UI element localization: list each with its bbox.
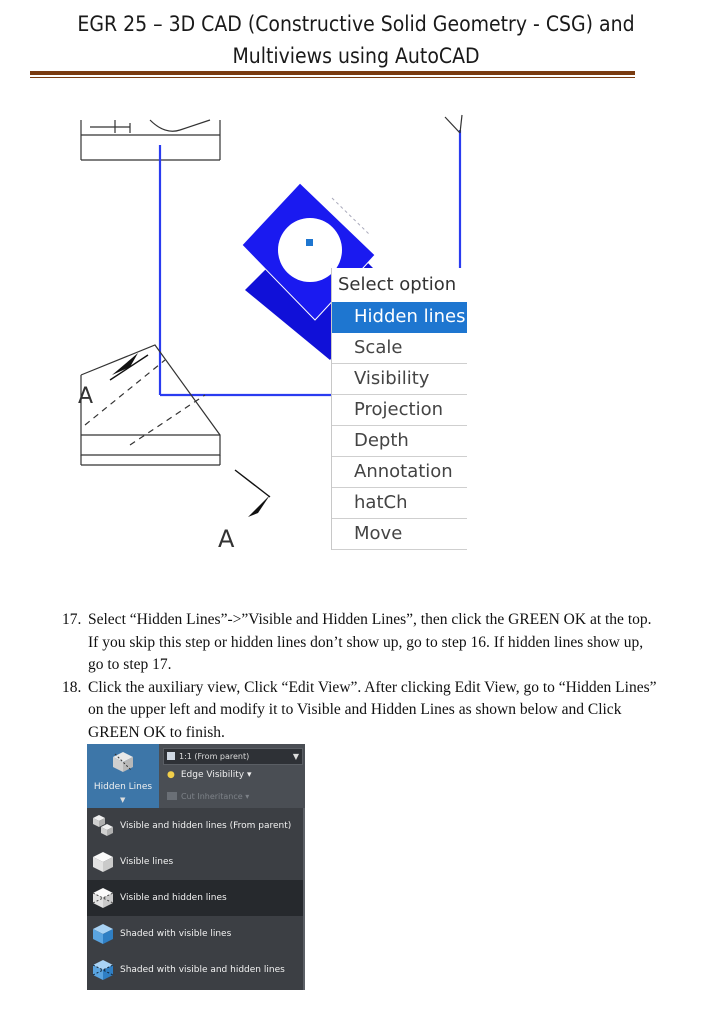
section-line (110, 355, 270, 497)
hidden-lines-label: Hidden Lines (93, 782, 153, 792)
menu-item-projection[interactable]: Projection (332, 395, 467, 426)
instruction-steps (62, 609, 662, 744)
step-18 (62, 677, 662, 745)
lightbulb-icon: ● (167, 770, 175, 780)
cut-inheritance-button[interactable]: Cut Inheritance ▾ (167, 792, 249, 801)
visible-lines-cube-icon (91, 850, 115, 874)
menu-header: Select option (338, 274, 457, 295)
cut-inheritance-icon (167, 792, 177, 800)
shaded-cube-icon (91, 922, 115, 946)
step-text: Select “Hidden Lines”->”Visible and Hidden Lines”, then click the GREEN OK at the top. If you skip this step or hidden lines don’t show up, go to step 16. If hidden lines show up, go to step 17. (88, 611, 652, 673)
visible-hidden-cube-icon (91, 886, 115, 910)
menu-item-hatch[interactable]: hatCh (332, 488, 467, 519)
title-rule (30, 71, 635, 75)
shaded-hidden-cube-icon (91, 958, 115, 982)
section-label-a-bottom: A (218, 525, 235, 553)
step-number: 18. (62, 678, 82, 696)
step-17 (62, 609, 662, 677)
autocad-hidden-lines-panel (87, 744, 305, 990)
chevron-down-icon: ▼ (292, 752, 299, 761)
select-option-menu[interactable] (331, 268, 467, 550)
auxiliary-view (81, 345, 220, 465)
menu-item-annotation[interactable]: Annotation (332, 457, 467, 488)
hidden-lines-button[interactable] (87, 744, 159, 808)
dropdown-item-shaded-visible-hidden[interactable]: Shaded with visible and hidden lines (87, 952, 303, 988)
visible-hidden-parent-icon (91, 814, 115, 838)
top-view-fragment (81, 120, 220, 160)
title-rule-thin (30, 77, 635, 78)
menu-item-move[interactable]: Move (332, 519, 467, 550)
menu-item-hidden-lines[interactable]: Hidden lines (332, 302, 467, 333)
section-label-a-top: A (78, 384, 94, 409)
dropdown-item-shaded-visible[interactable]: Shaded with visible lines (87, 916, 303, 952)
hidden-lines-dropdown (87, 808, 303, 988)
panel-edge (303, 808, 305, 990)
edge-visibility-button[interactable]: ● Edge Visibility ▾ (167, 770, 252, 780)
dropdown-item-visible-hidden[interactable]: Visible and hidden lines (87, 880, 303, 916)
scale-icon (167, 752, 175, 760)
title-line-1: EGR 25 – 3D CAD (Constructive Solid Geometry - CSG) and (77, 12, 635, 36)
ribbon (87, 744, 305, 808)
page-title (0, 8, 712, 72)
section-arrow-bottom (248, 495, 270, 517)
hidden-lines-cube-icon (111, 750, 135, 774)
menu-item-visibility[interactable]: Visibility (332, 364, 467, 395)
step-number: 17. (62, 611, 82, 628)
menu-item-depth[interactable]: Depth (332, 426, 467, 457)
step-text: Click the auxiliary view, Click “Edit View”. After clicking Edit View, go to “Hidden Lines” on the upper left and modify it to Visible and Hidden Lines as shown below and Click GREEN OK to finish. (88, 678, 657, 741)
chevron-down-icon: ▼ (120, 796, 126, 804)
menu-item-scale[interactable]: Scale (332, 333, 467, 364)
dropdown-item-visible-lines[interactable]: Visible lines (87, 844, 303, 880)
title-line-2: Multiviews using AutoCAD (232, 44, 480, 68)
scale-dropdown[interactable]: 1:1 (From parent) ▼ (163, 748, 303, 765)
dropdown-item-visible-hidden-parent[interactable]: Visible and hidden lines (From parent) (87, 808, 303, 844)
